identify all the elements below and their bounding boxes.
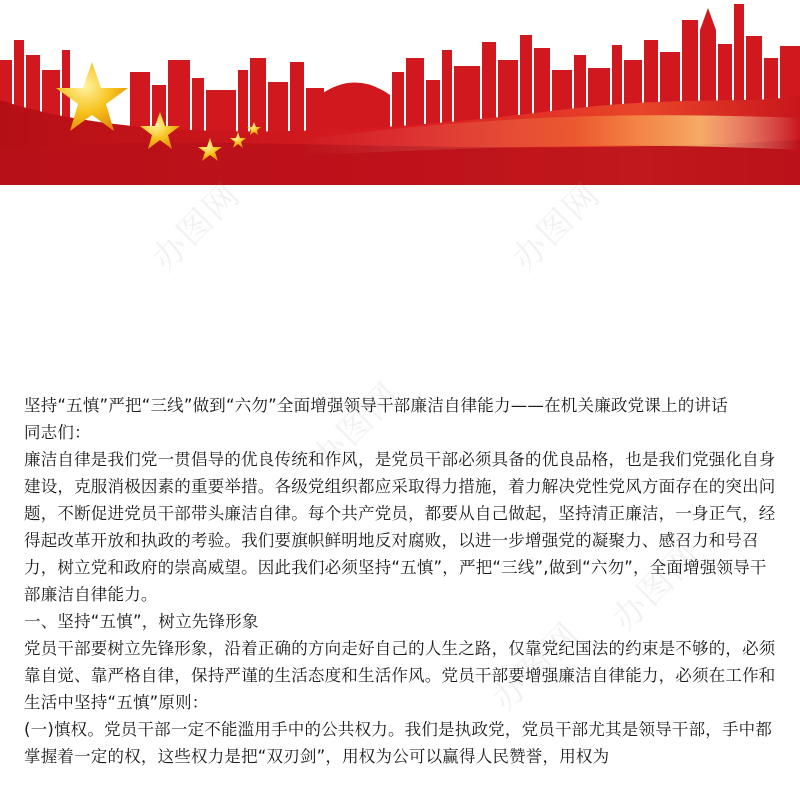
watermark-text: 办图网 <box>144 174 249 280</box>
section-heading: 一、坚持“五慎”，树立先锋形象 <box>24 612 259 631</box>
paragraph-section-one: 党员干部要树立先锋形象，沿着正确的方向走好自己的人生之路，仅靠党纪国法的约束是不够的，必须靠自觉、靠严格自律，保持严谨的生活态度和生活作风。党员干部要增强廉洁自律能力，必须在工作和生活中坚持“五慎”原则： <box>24 639 776 712</box>
header-banner <box>0 0 800 185</box>
paragraph-intro: 廉洁自律是我们党一贯倡导的优良传统和作风，是党员干部必须具备的优良品格，也是我们党强化自身建设，克服消极因素的重要举措。各级党组织都应采取得力措施，着力解决党性党风方面存在的突出问题，不断促进党员干部带头廉洁自律。每个共产党员，都要从自己做起，坚持清正廉洁，一身正气，经得起改革开放和执政的考验。我们要旗帜鲜明地反对腐败，以进一步增强党的凝聚力、感召力和号召力，树立党和政府的崇高威望。因此我们必须坚持“五慎”，严把“三线”,做到“六勿”，全面增强领导干部廉洁自律能力。 <box>24 450 776 604</box>
document-title: 坚持“五慎”严把“三线”做到“六勿”全面增强领导干部廉洁自律能力——在机关廉政党课上的讲话 <box>24 396 728 415</box>
watermark-text: 办图网 <box>304 374 409 480</box>
skyline-banner-graphic <box>0 0 800 185</box>
watermark-text: 办图网 <box>504 174 609 280</box>
watermark-text: 办图网 <box>484 614 589 720</box>
salutation: 同志们： <box>24 423 91 442</box>
watermark-text: 办图网 <box>604 534 709 640</box>
speech-document <box>24 392 782 770</box>
paragraph-item-one: (一)慎权。党员干部一定不能滥用手中的公共权力。我们是执政党，党员干部尤其是领导干部，手中都掌握着一定的权，这些权力是把“双刃剑”，用权为公可以赢得人民赞誉，用权为 <box>24 720 773 766</box>
